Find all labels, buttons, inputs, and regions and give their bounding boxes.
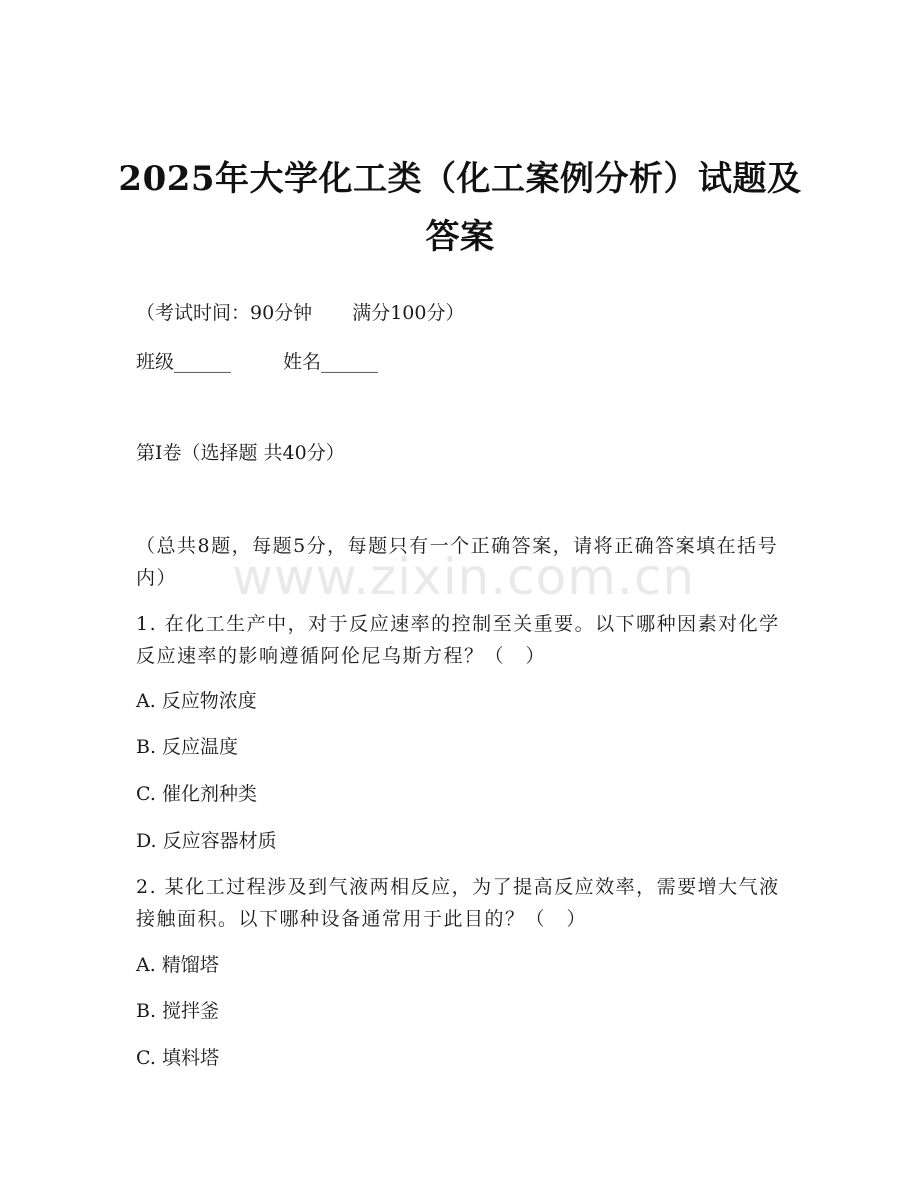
exam-score: 满分100分）: [352, 302, 465, 324]
title-line-2: 答案: [425, 217, 495, 257]
question-1-option-b: B. 反应温度: [136, 736, 239, 758]
document-title: [100, 150, 820, 266]
question-1-stem: 1. 在化工生产中，对于反应速率的控制至关重要。以下哪种因素对化学反应速率的影响遵循阿伦尼乌斯方程？（ ）: [136, 613, 780, 667]
title-line-1: 2025年大学化工类（化工案例分析）试题及: [118, 159, 802, 199]
question-2-option-a: A. 精馏塔: [136, 954, 219, 976]
question-1-option-c: C. 催化剂种类: [136, 783, 257, 805]
student-info: [136, 346, 786, 378]
question-1-option-d: D. 反应容器材质: [136, 830, 277, 852]
question-2-option-b: B. 搅拌釜: [136, 1000, 220, 1022]
watermark-text: www.zixin.com.cn: [232, 548, 696, 606]
class-field: 班级______: [136, 351, 232, 373]
question-1-option-a: A. 反应物浓度: [136, 690, 257, 712]
name-field: 姓名______: [283, 351, 379, 373]
question-2-stem: 2. 某化工过程涉及到气液两相反应，为了提高反应效率，需要增大气液接触面积。以下哪种设备通常用于此目的？（ ）: [136, 876, 780, 930]
question-2-option-c: C. 填料塔: [136, 1047, 219, 1069]
section-note: （总共8题，每题5分，每题只有一个正确答案，请将正确答案填在括号内）: [136, 535, 779, 589]
exam-time: （考试时间：90分钟: [136, 302, 313, 324]
exam-info: [136, 297, 786, 329]
section-title: 第I卷（选择题 共40分）: [136, 442, 345, 464]
